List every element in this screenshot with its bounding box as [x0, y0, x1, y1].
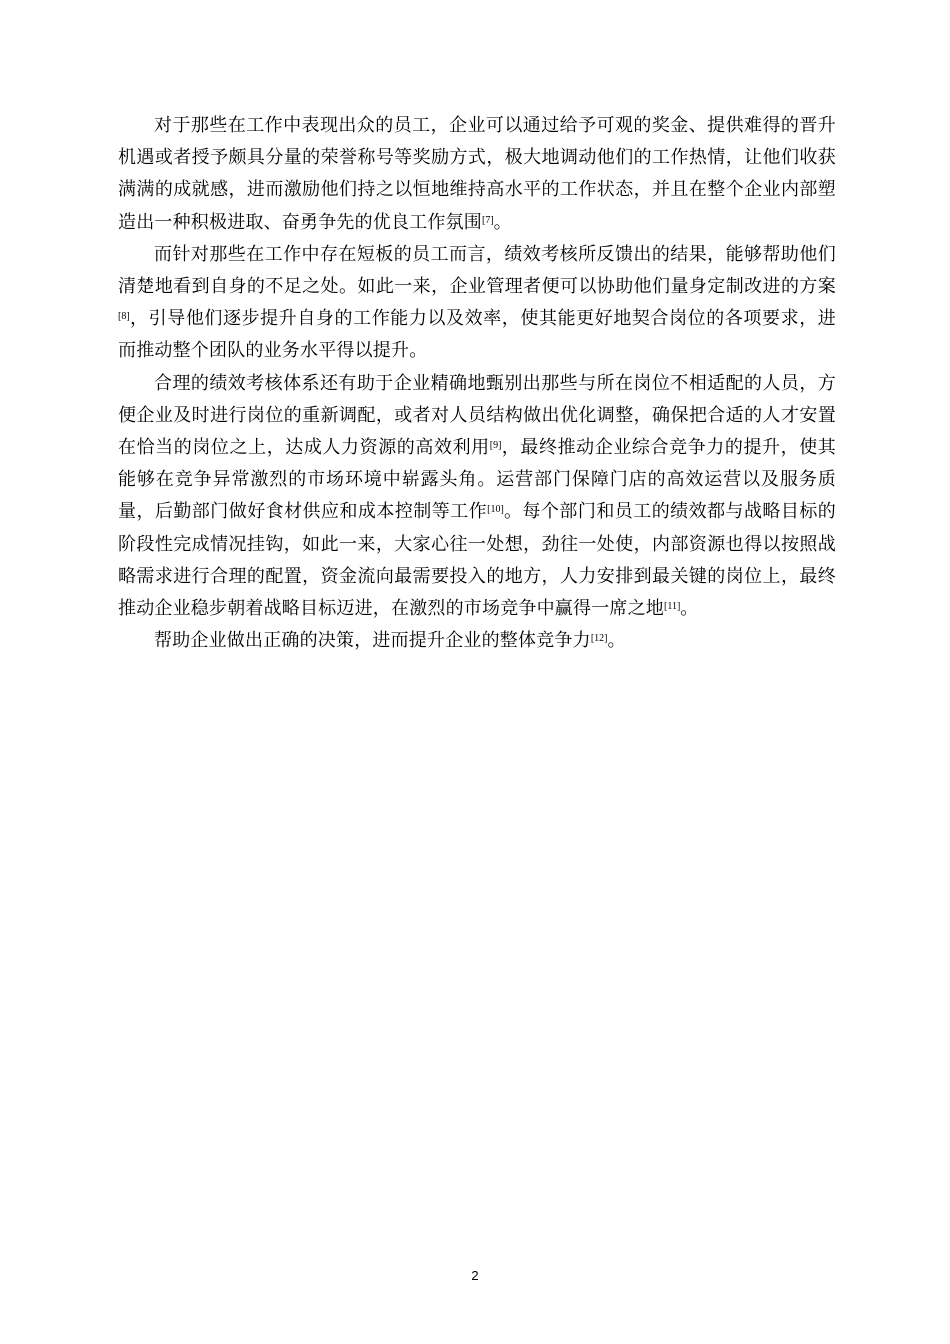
- document-body: [118, 110, 836, 657]
- citation-8: [8]: [118, 311, 130, 323]
- paragraph-text: ，引导他们逐步提升自身的工作能力以及效率，使其能更好地契合岗位的各项要求，进而推动整个团队的业务水平得以提升。: [118, 308, 836, 362]
- paragraph-4: [118, 625, 836, 657]
- citation-10: [10]: [487, 504, 504, 516]
- paragraph-text: 合理的绩效考核体系还有助于企业精确地甄别出那些与所在岗位不相适配的人员，方便企业及时进行岗位的重新调配，或者对人员结构做出优化调整，确保把合适的人才安置在恰当的岗位之上，达成人力资源的高效利用: [118, 372, 836, 459]
- paragraph-1: [118, 110, 836, 239]
- paragraph-3: [118, 368, 836, 626]
- paragraph-text: 。每个部门和员工的绩效都与战略目标的阶段性完成情况挂钩，如此一来，大家心往一处想，劲往一处使，内部资源也得以按照战略需求进行合理的配置，资金流向最需要投入的地方，人力安排到最关键的岗位上，最终推动企业稳步朝着战略目标迈进，在激烈的市场竞争中赢得一席之地: [118, 501, 836, 620]
- page-number: 2: [471, 1268, 479, 1283]
- paragraph-text: 而针对那些在工作中存在短板的员工而言，绩效考核所反馈出的结果，能够帮助他们清楚地看到自身的不足之处。如此一来，企业管理者便可以协助他们量身定制改进的方案: [118, 243, 836, 298]
- paragraph-text: 帮助企业做出正确的决策，进而提升企业的整体竞争力: [154, 630, 591, 652]
- citation-7: [7]: [482, 214, 494, 226]
- paragraph-text: 对于那些在工作中表现出众的员工，企业可以通过给予可观的奖金、提供难得的晋升机遇或者授予颇具分量的荣誉称号等奖励方式，极大地调动他们的工作热情，让他们收获满满的成就感，进而激励他们持之以恒地维持高水平的工作状态，并且在整个企业内部塑造出一种积极进取、奋勇争先的优良工作氛围: [118, 115, 836, 233]
- citation-11: [11]: [664, 601, 681, 613]
- paragraph-text: ，最终推动企业综合竞争力的提升，使其能够在竞争异常激烈的市场环境中崭露头角。运营部门保障门店的高效运营以及服务质量，后勤部门做好食材供应和成本控制等工作: [118, 437, 836, 523]
- paragraph-text: 。: [493, 211, 512, 233]
- paragraph-2: [118, 239, 836, 368]
- citation-9: [9]: [489, 440, 502, 452]
- paragraph-text: 。: [680, 598, 699, 620]
- paragraph-text: 。: [607, 630, 626, 652]
- citation-12: [12]: [590, 633, 608, 645]
